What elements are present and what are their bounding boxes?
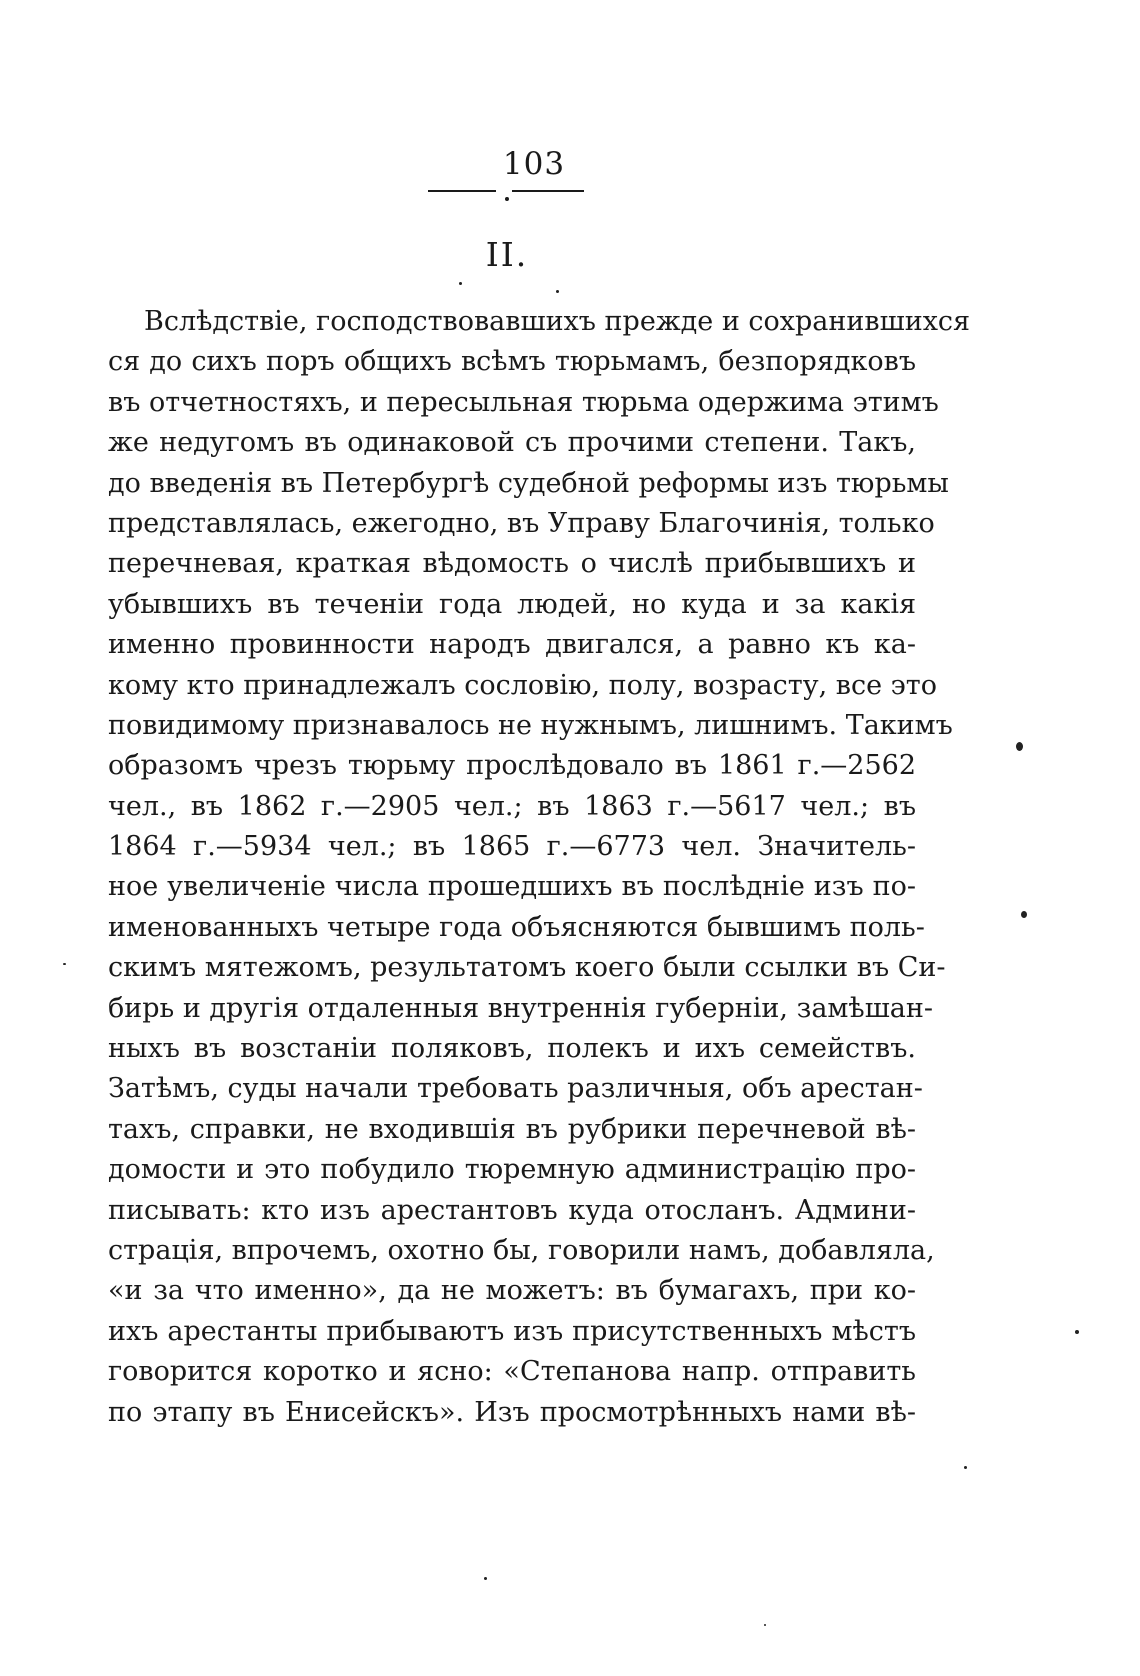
text-line: по этапу въ Енисейскъ». Изъ просмотрѣнныхъ нами вѣ-	[108, 1396, 916, 1428]
text-line: ное увеличеніе числа прошедшихъ въ послѣдніе изъ по-	[108, 871, 916, 903]
header-rule-right	[512, 190, 584, 192]
text-line: тахъ, справки, не входившія въ рубрики перечневой вѣ-	[108, 1113, 916, 1145]
text-line: перечневая, краткая вѣдомость о числѣ прибывшихъ и	[108, 548, 916, 580]
text-line: Затѣмъ, суды начали требовать различныя, объ арестан-	[108, 1073, 923, 1105]
header-rule-dot	[505, 197, 509, 201]
scan-speck	[484, 1577, 487, 1580]
text-line: кому кто принадлежалъ сословію, полу, возрасту, все это	[108, 669, 937, 701]
scan-speck	[1021, 911, 1027, 918]
text-line: ныхъ въ возстаніи поляковъ, полекъ и ихъ семействъ.	[108, 1033, 916, 1065]
text-line: образомъ чрезъ тюрьму прослѣдовало въ 1861 г.—2562	[108, 750, 916, 782]
scan-speck	[1075, 1330, 1079, 1334]
text-line: ихъ арестанты прибываютъ изъ присутственныхъ мѣстъ	[108, 1315, 916, 1347]
text-line: 1864 г.—5934 чел.; въ 1865 г.—6773 чел. Значитель-	[108, 831, 916, 863]
text-line: до введенія въ Петербургѣ судебной реформы изъ тюрьмы	[108, 467, 949, 499]
text-line: въ отчетностяхъ, и пересыльная тюрьма одержима этимъ	[108, 386, 939, 418]
text-line: именованныхъ четыре года объясняются бывшимъ поль-	[108, 911, 925, 943]
text-line: писывать: кто изъ арестантовъ куда отосланъ. Админи-	[108, 1194, 916, 1226]
section-heading: II.	[485, 235, 529, 274]
header-rule-left	[428, 190, 496, 192]
scan-speck	[459, 282, 462, 285]
text-line: скимъ мятежомъ, результатомъ коего были ссылки въ Си-	[108, 952, 946, 984]
text-line: убывшихъ въ теченіи года людей, но куда и за какія	[108, 588, 916, 620]
text-line: представлялась, ежегодно, въ Управу Благочинія, только	[108, 507, 935, 539]
scan-speck	[63, 963, 66, 965]
scan-speck	[764, 1624, 766, 1626]
body-paragraph	[108, 302, 971, 1433]
text-line: Вслѣдствіе, господствовавшихъ прежде и сохранившихся	[144, 306, 971, 337]
text-line: чел., въ 1862 г.—2905 чел.; въ 1863 г.—5617 чел.; въ	[108, 790, 916, 822]
scan-speck	[556, 290, 559, 293]
page-number: 103	[502, 146, 566, 182]
text-line: именно провинности народъ двигался, а равно къ ка-	[108, 629, 916, 661]
text-line: страція, впрочемъ, охотно бы, говорили намъ, добавляла,	[108, 1234, 935, 1266]
text-line: повидимому признавалось не нужнымъ, лишнимъ. Такимъ	[108, 709, 953, 741]
text-line: «и за что именно», да не можетъ: въ бумагахъ, при ко-	[108, 1275, 916, 1307]
text-line: же недугомъ въ одинаковой съ прочими степени. Такъ,	[108, 427, 916, 459]
scan-speck	[1016, 742, 1023, 751]
text-line: домости и это побудило тюремную администрацію про-	[108, 1154, 916, 1186]
scan-speck	[964, 1466, 967, 1469]
text-line: ся до сихъ поръ общихъ всѣмъ тюрьмамъ, безпорядковъ	[108, 346, 916, 378]
text-line: бирь и другія отдаленныя внутреннія губерніи, замѣшан-	[108, 992, 934, 1024]
text-line: говорится коротко и ясно: «Степанова напр. отправить	[108, 1356, 916, 1388]
